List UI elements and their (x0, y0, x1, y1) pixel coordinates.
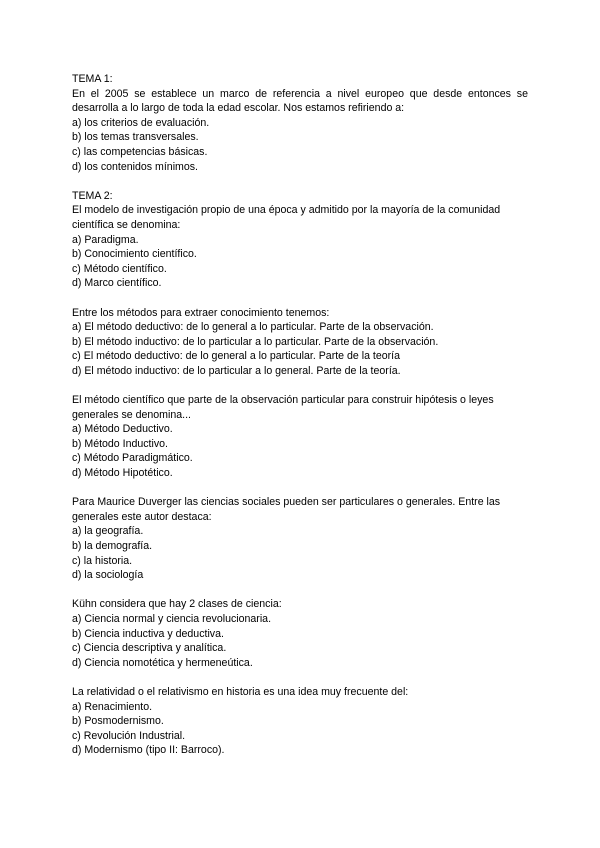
tema2-heading: TEMA 2: (72, 189, 113, 202)
tema1-option-c: c) las competencias básicas. (72, 145, 208, 158)
option-d: d) Método Hipotético. (72, 467, 173, 480)
tema1-heading: TEMA 1: (72, 73, 113, 85)
option-c: c) Método científico. (72, 262, 167, 275)
question-text: Entre los métodos para extraer conocimiento tenemos: (72, 306, 330, 319)
question-text: La relatividad o el relativismo en historia es una idea muy frecuente del: (72, 685, 409, 698)
question-text: El método científico que parte de la observación particular para construir hipótesis o leyes generales se denomina... (72, 394, 494, 421)
option-d: d) Ciencia nomotética y hermeneútica. (72, 656, 253, 669)
question-text: Para Maurice Duverger las ciencias sociales pueden ser particulares o generales. Entre las generales este autor destaca: (72, 496, 501, 523)
option-b: b) Posmodernismo. (72, 715, 164, 728)
option-d: d) Modernismo (tipo II: Barroco). (72, 744, 225, 757)
option-c: c) El método deductivo: de lo general a lo particular. Parte de la teoría (72, 350, 401, 363)
option-c: c) Revolución Industrial. (72, 729, 186, 742)
tema2-question-5 (72, 597, 528, 670)
option-b: b) Método Inductivo. (72, 437, 168, 450)
document-content (72, 72, 528, 773)
tema1-option-b: b) los temas transversales. (72, 131, 199, 144)
option-a: a) El método deductivo: de lo general a lo particular. Parte de la observación. (72, 321, 434, 334)
tema2-question-6 (72, 685, 528, 758)
tema1-option-d: d) los contenidos mínimos. (72, 160, 199, 173)
option-c: c) Ciencia descriptiva y analítica. (72, 642, 227, 655)
option-a: a) la geografía. (72, 525, 144, 538)
option-a: a) Paradigma. (72, 233, 139, 246)
tema1-question: En el 2005 se establece un marco de referencia a nivel europeo que desde entonces se desarrolla a lo largo de toda la edad escolar. Nos estamos refiriendo a: (72, 87, 528, 115)
tema2-question-1 (72, 189, 528, 291)
option-c: c) Método Paradigmático. (72, 452, 193, 465)
option-a: a) Método Deductivo. (72, 423, 173, 436)
option-d: d) El método inductivo: de lo particular a lo general. Parte de la teoría. (72, 364, 401, 377)
tema2-question-4 (72, 495, 528, 583)
tema2-question-2 (72, 306, 528, 379)
tema2-question-3 (72, 393, 528, 481)
question-text: El modelo de investigación propio de una época y admitido por la mayoría de la comunidad científica se denomina: (72, 204, 501, 231)
question-text: Kühn considera que hay 2 clases de ciencia: (72, 598, 282, 611)
option-d: d) Marco científico. (72, 277, 162, 290)
option-b: b) El método inductivo: de lo particular a lo particular. Parte de la observación. (72, 335, 439, 348)
tema1-option-a: a) los criterios de evaluación. (72, 116, 210, 129)
option-d: d) la sociología (72, 569, 144, 582)
option-b: b) Ciencia inductiva y deductiva. (72, 627, 224, 640)
tema1-section (72, 72, 528, 174)
option-a: a) Ciencia normal y ciencia revolucionaria. (72, 612, 272, 625)
option-b: b) Conocimiento científico. (72, 248, 197, 261)
option-a: a) Renacimiento. (72, 700, 153, 713)
option-c: c) la historia. (72, 554, 133, 567)
option-b: b) la demografía. (72, 540, 153, 552)
